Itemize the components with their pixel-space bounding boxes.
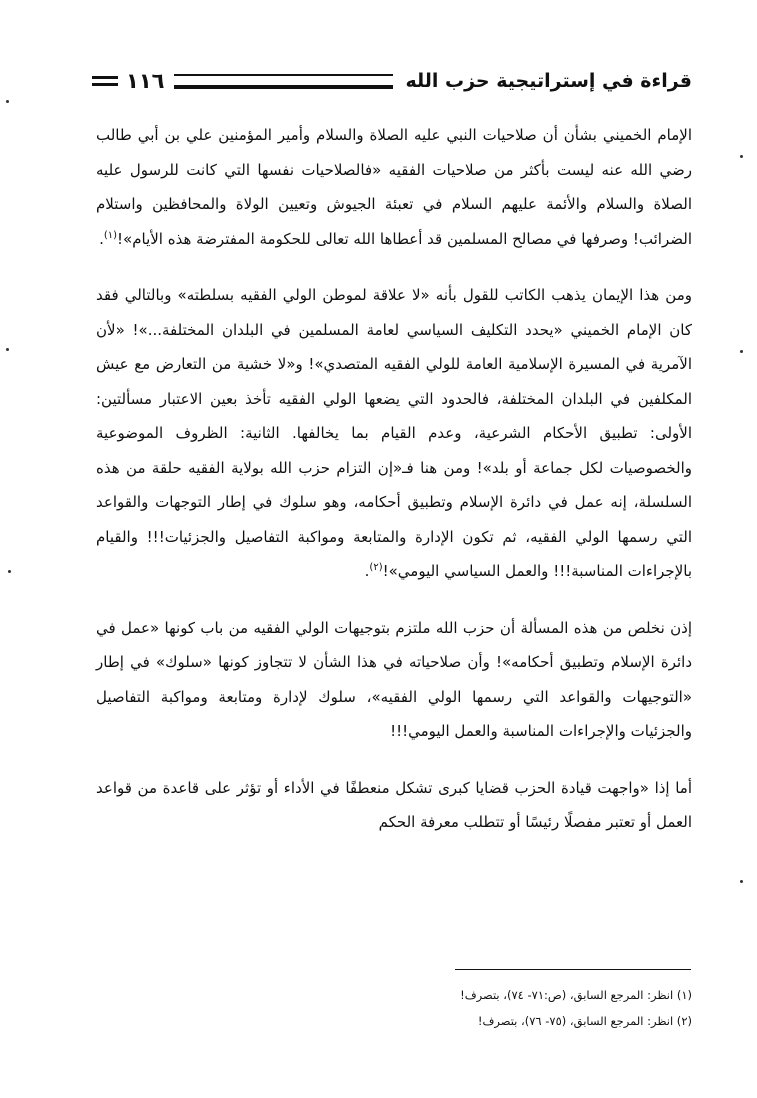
scan-speck	[740, 350, 743, 353]
paragraph: ومن هذا الإيمان يذهب الكاتب للقول بأنه «لا علاقة لموطن الولي الفقيه بسلطته» وبالتالي فقد كان الإمام الخميني «يحدد التكليف السياسي لعامة المسلمين في البلدان المختلفة...»! «لأن الآمرية في المسيرة الإسلامية العامة للولي الفقيه المتصدي»! و«لا خشية من التعارض مع عيش المكلفين في البلدان المختلفة، فالحدود التي يضعها الولي الفقيه تأخذ بعين الاعتبار مسألتين: الأولى: تطبيق الأحكام الشرعية، وعدم القيام بما يخالفها. الثانية: الظروف الموضوعية والخصوصيات لكل جماعة أو بلد»! ومن هنا فـ«إن التزام حزب الله بولاية الفقيه حلقة من هذه السلسلة، إنه عمل في دائرة الإسلام وتطبيق أحكامه، وهو سلوك في إطار التوجهات والقواعد التي رسمها الولي الفقيه، ثم تكون الإدارة والمتابعة ومواكبة التفاصيل والجزئيات!!! والقيام بالإجراءات المناسبة!!! والعمل السياسي اليومي»!$^{(٢)}$.	[96, 286, 692, 580]
header-title: قراءة في إستراتيجية حزب الله	[405, 70, 692, 92]
header-rule	[174, 74, 393, 89]
scan-speck	[6, 100, 9, 103]
paragraph: إذن نخلص من هذه المسألة أن حزب الله ملتزم بتوجيهات الولي الفقيه من باب كونها «عمل في دائرة الإسلام وتطبيق أحكامه»! وأن صلاحياته في هذا الشأن لا تتجاوز كونها «سلوك» في إطار «التوجيهات والقواعد التي رسمها الولي الفقيه»، سلوك لإدارة ومتابعة ومواكبة التفاصيل والجزئيات والإجراءات المناسبة والعمل اليومي!!!	[96, 618, 692, 740]
scan-speck	[6, 348, 9, 351]
footnotes	[300, 982, 692, 1034]
paragraph: الإمام الخميني بشأن أن صلاحيات النبي عليه الصلاة والسلام وأمير المؤمنين علي بن أبي طالب رضي الله عنه ليست بأكثر من صلاحيات الفقيه «فالصلاحيات نفسها التي كانت للرسول عليه الصلاة والسلام والأئمة عليهم السلام في تعبئة الجيوش وتعيين الولاة والمحافظين واستلام الضرائب! وصرفها في مصالح المسلمين قد أعطاها الله تعالى للحكومة المفترضة هذه الأيام»!$^{(١)}$.	[96, 126, 692, 248]
body-text	[96, 118, 692, 862]
footnote-ref: (٢)	[369, 562, 383, 573]
paragraph: أما إذا «واجهت قيادة الحزب قضايا كبرى تشكل منعطفًا في الأداء أو تؤثر على قاعدة من قواعد العمل أو تعتبر مفصلًا رئيسًا أو تتطلب معرفة الحكم	[96, 778, 692, 831]
footnote: (١) انظر: المرجع السابق، (ص:٧١- ٧٤)، بتصرف!	[460, 988, 692, 1002]
footnote-separator	[455, 969, 691, 970]
running-header	[92, 64, 692, 98]
page-number: ١١٦	[126, 69, 165, 93]
footnote: (٢) انظر: المرجع السابق، (٧٥- ٧٦)، بتصرف!	[477, 1014, 692, 1028]
scan-speck	[740, 880, 743, 883]
scan-speck	[740, 155, 743, 158]
header-double-rule-mark	[92, 76, 118, 86]
footnote-ref: (١)	[103, 229, 118, 241]
scan-speck	[8, 570, 11, 573]
